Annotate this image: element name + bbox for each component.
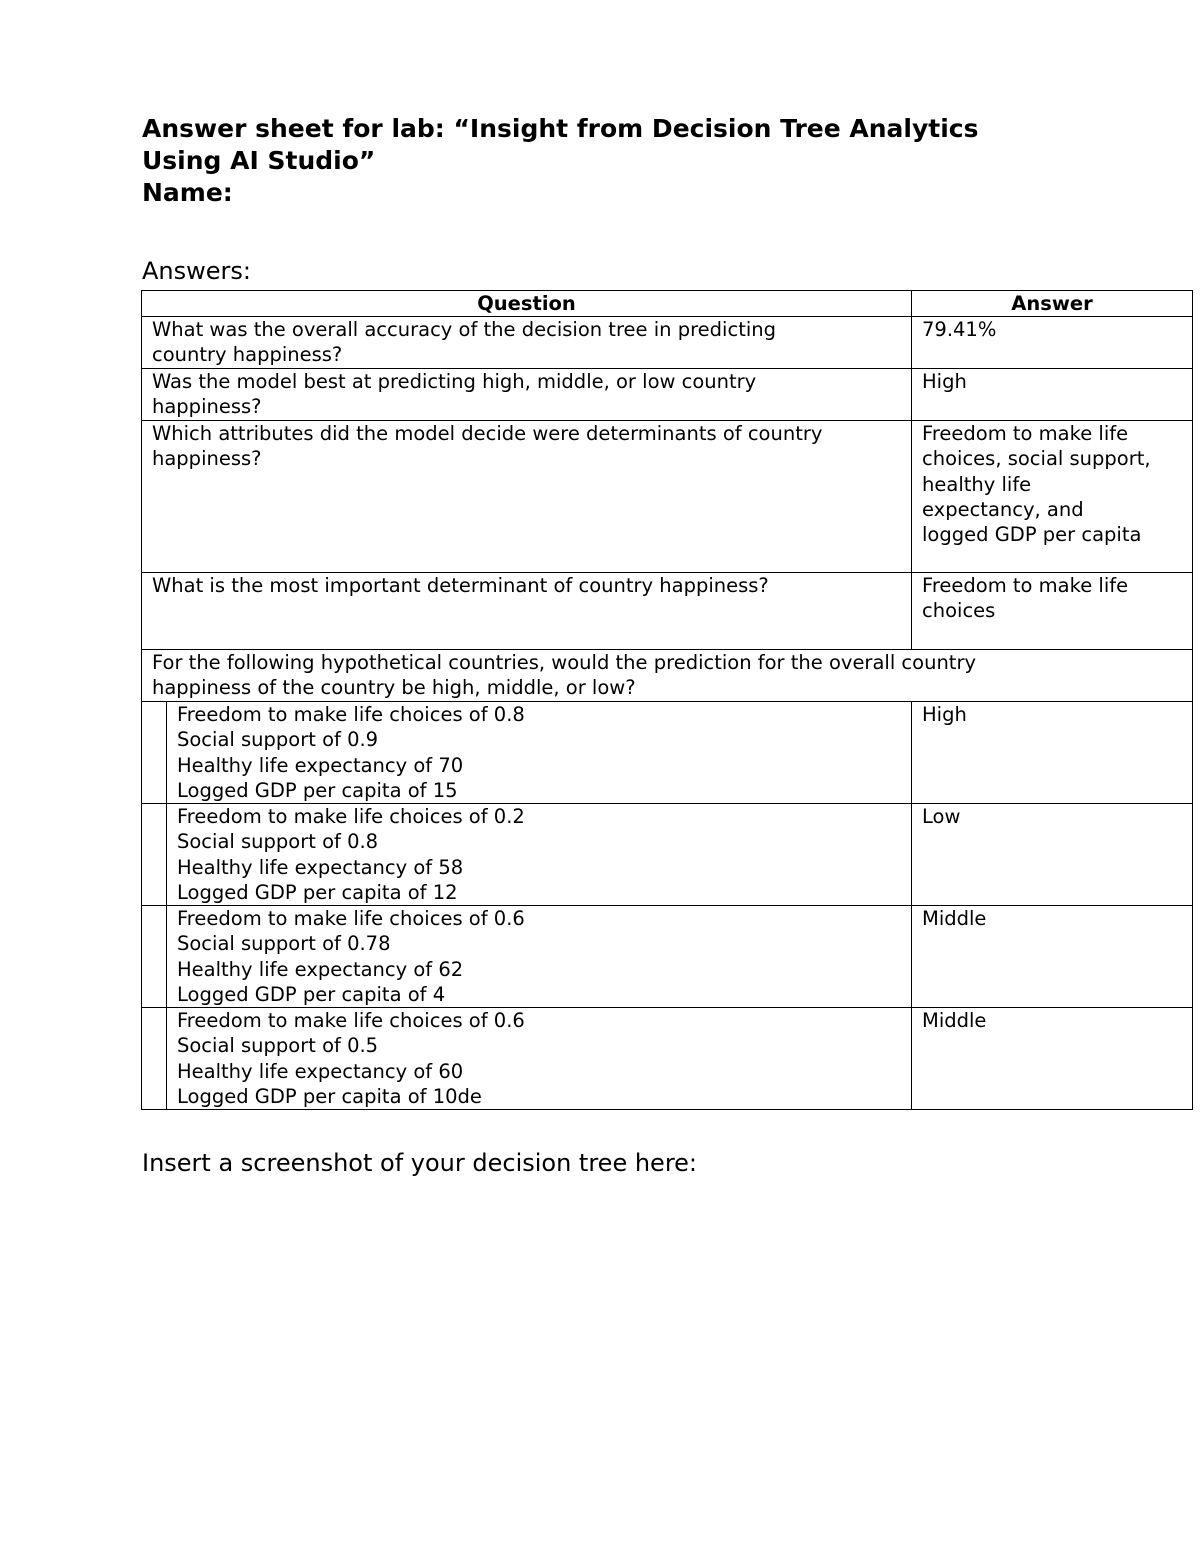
answer-cell [912, 804, 1193, 906]
indent-cell [142, 1008, 167, 1110]
table-row [142, 421, 1193, 573]
answers-heading: Answers: [142, 257, 251, 285]
answer-text: Middle [922, 1009, 987, 1033]
title-line-1: Answer sheet for lab: “Insight from Decision Tree Analytics [142, 114, 979, 143]
question-text: Was the model best at predicting high, middle, or low country happiness? [152, 370, 757, 419]
column-header-answer: Answer [912, 291, 1193, 317]
answer-cell [912, 369, 1193, 421]
table-row [142, 573, 1193, 650]
document-title [142, 113, 1182, 209]
answer-text: 79.41% [922, 318, 997, 342]
answer-cell [912, 573, 1193, 650]
question-cell [142, 421, 912, 573]
hypothetical-prompt-cell [142, 650, 1193, 702]
answer-cell [912, 421, 1193, 573]
attributes-text: Freedom to make life choices of 0.6 Social support of 0.78 Healthy life expectancy of 62 Logged GDP per capita of 4 [177, 907, 525, 1006]
hypothetical-row [142, 804, 1193, 906]
column-header-question: Question [142, 291, 912, 317]
indent-cell [142, 702, 167, 804]
answer-text: High [922, 703, 967, 727]
indent-cell [142, 906, 167, 1008]
answer-text: Middle [922, 907, 987, 931]
hypothetical-row [142, 906, 1193, 1008]
answer-cell [912, 317, 1193, 369]
hypothetical-prompt-text: For the following hypothetical countries, would the prediction for the overall country happiness of the country be high, middle, or low? [152, 651, 977, 700]
answer-text: Low [922, 805, 961, 829]
answer-text: Freedom to make life choices, social support, healthy life expectancy, and logged GDP per capita [922, 422, 1151, 547]
question-text: What is the most important determinant of country happiness? [152, 574, 769, 598]
attributes-cell [167, 1008, 912, 1110]
answer-cell [912, 906, 1193, 1008]
attributes-text: Freedom to make life choices of 0.8 Social support of 0.9 Healthy life expectancy of 70 Logged GDP per capita of 15 [177, 703, 525, 802]
answers-table [141, 290, 1193, 1110]
attributes-text: Freedom to make life choices of 0.2 Social support of 0.8 Healthy life expectancy of 58 Logged GDP per capita of 12 [177, 805, 525, 904]
hypothetical-row [142, 702, 1193, 804]
title-line-2: Using AI Studio” [142, 146, 376, 175]
table-row [142, 369, 1193, 421]
hypothetical-row [142, 1008, 1193, 1110]
table-header-row [142, 291, 1193, 317]
answer-cell [912, 1008, 1193, 1110]
hypothetical-prompt-row [142, 650, 1193, 702]
question-cell [142, 369, 912, 421]
attributes-cell [167, 804, 912, 906]
question-cell [142, 317, 912, 369]
table-row [142, 317, 1193, 369]
question-text: Which attributes did the model decide were determinants of country happiness? [152, 422, 823, 471]
screenshot-instruction: Insert a screenshot of your decision tree here: [142, 1149, 698, 1177]
answer-text: Freedom to make life choices [922, 574, 1129, 623]
answer-cell [912, 702, 1193, 804]
attributes-cell [167, 702, 912, 804]
attributes-cell [167, 906, 912, 1008]
indent-cell [142, 804, 167, 906]
question-text: What was the overall accuracy of the decision tree in predicting country happiness? [152, 318, 776, 367]
question-cell [142, 573, 912, 650]
name-label: Name: [142, 178, 233, 207]
answer-text: High [922, 370, 967, 394]
attributes-text: Freedom to make life choices of 0.6 Social support of 0.5 Healthy life expectancy of 60 Logged GDP per capita of 10de [177, 1009, 525, 1108]
